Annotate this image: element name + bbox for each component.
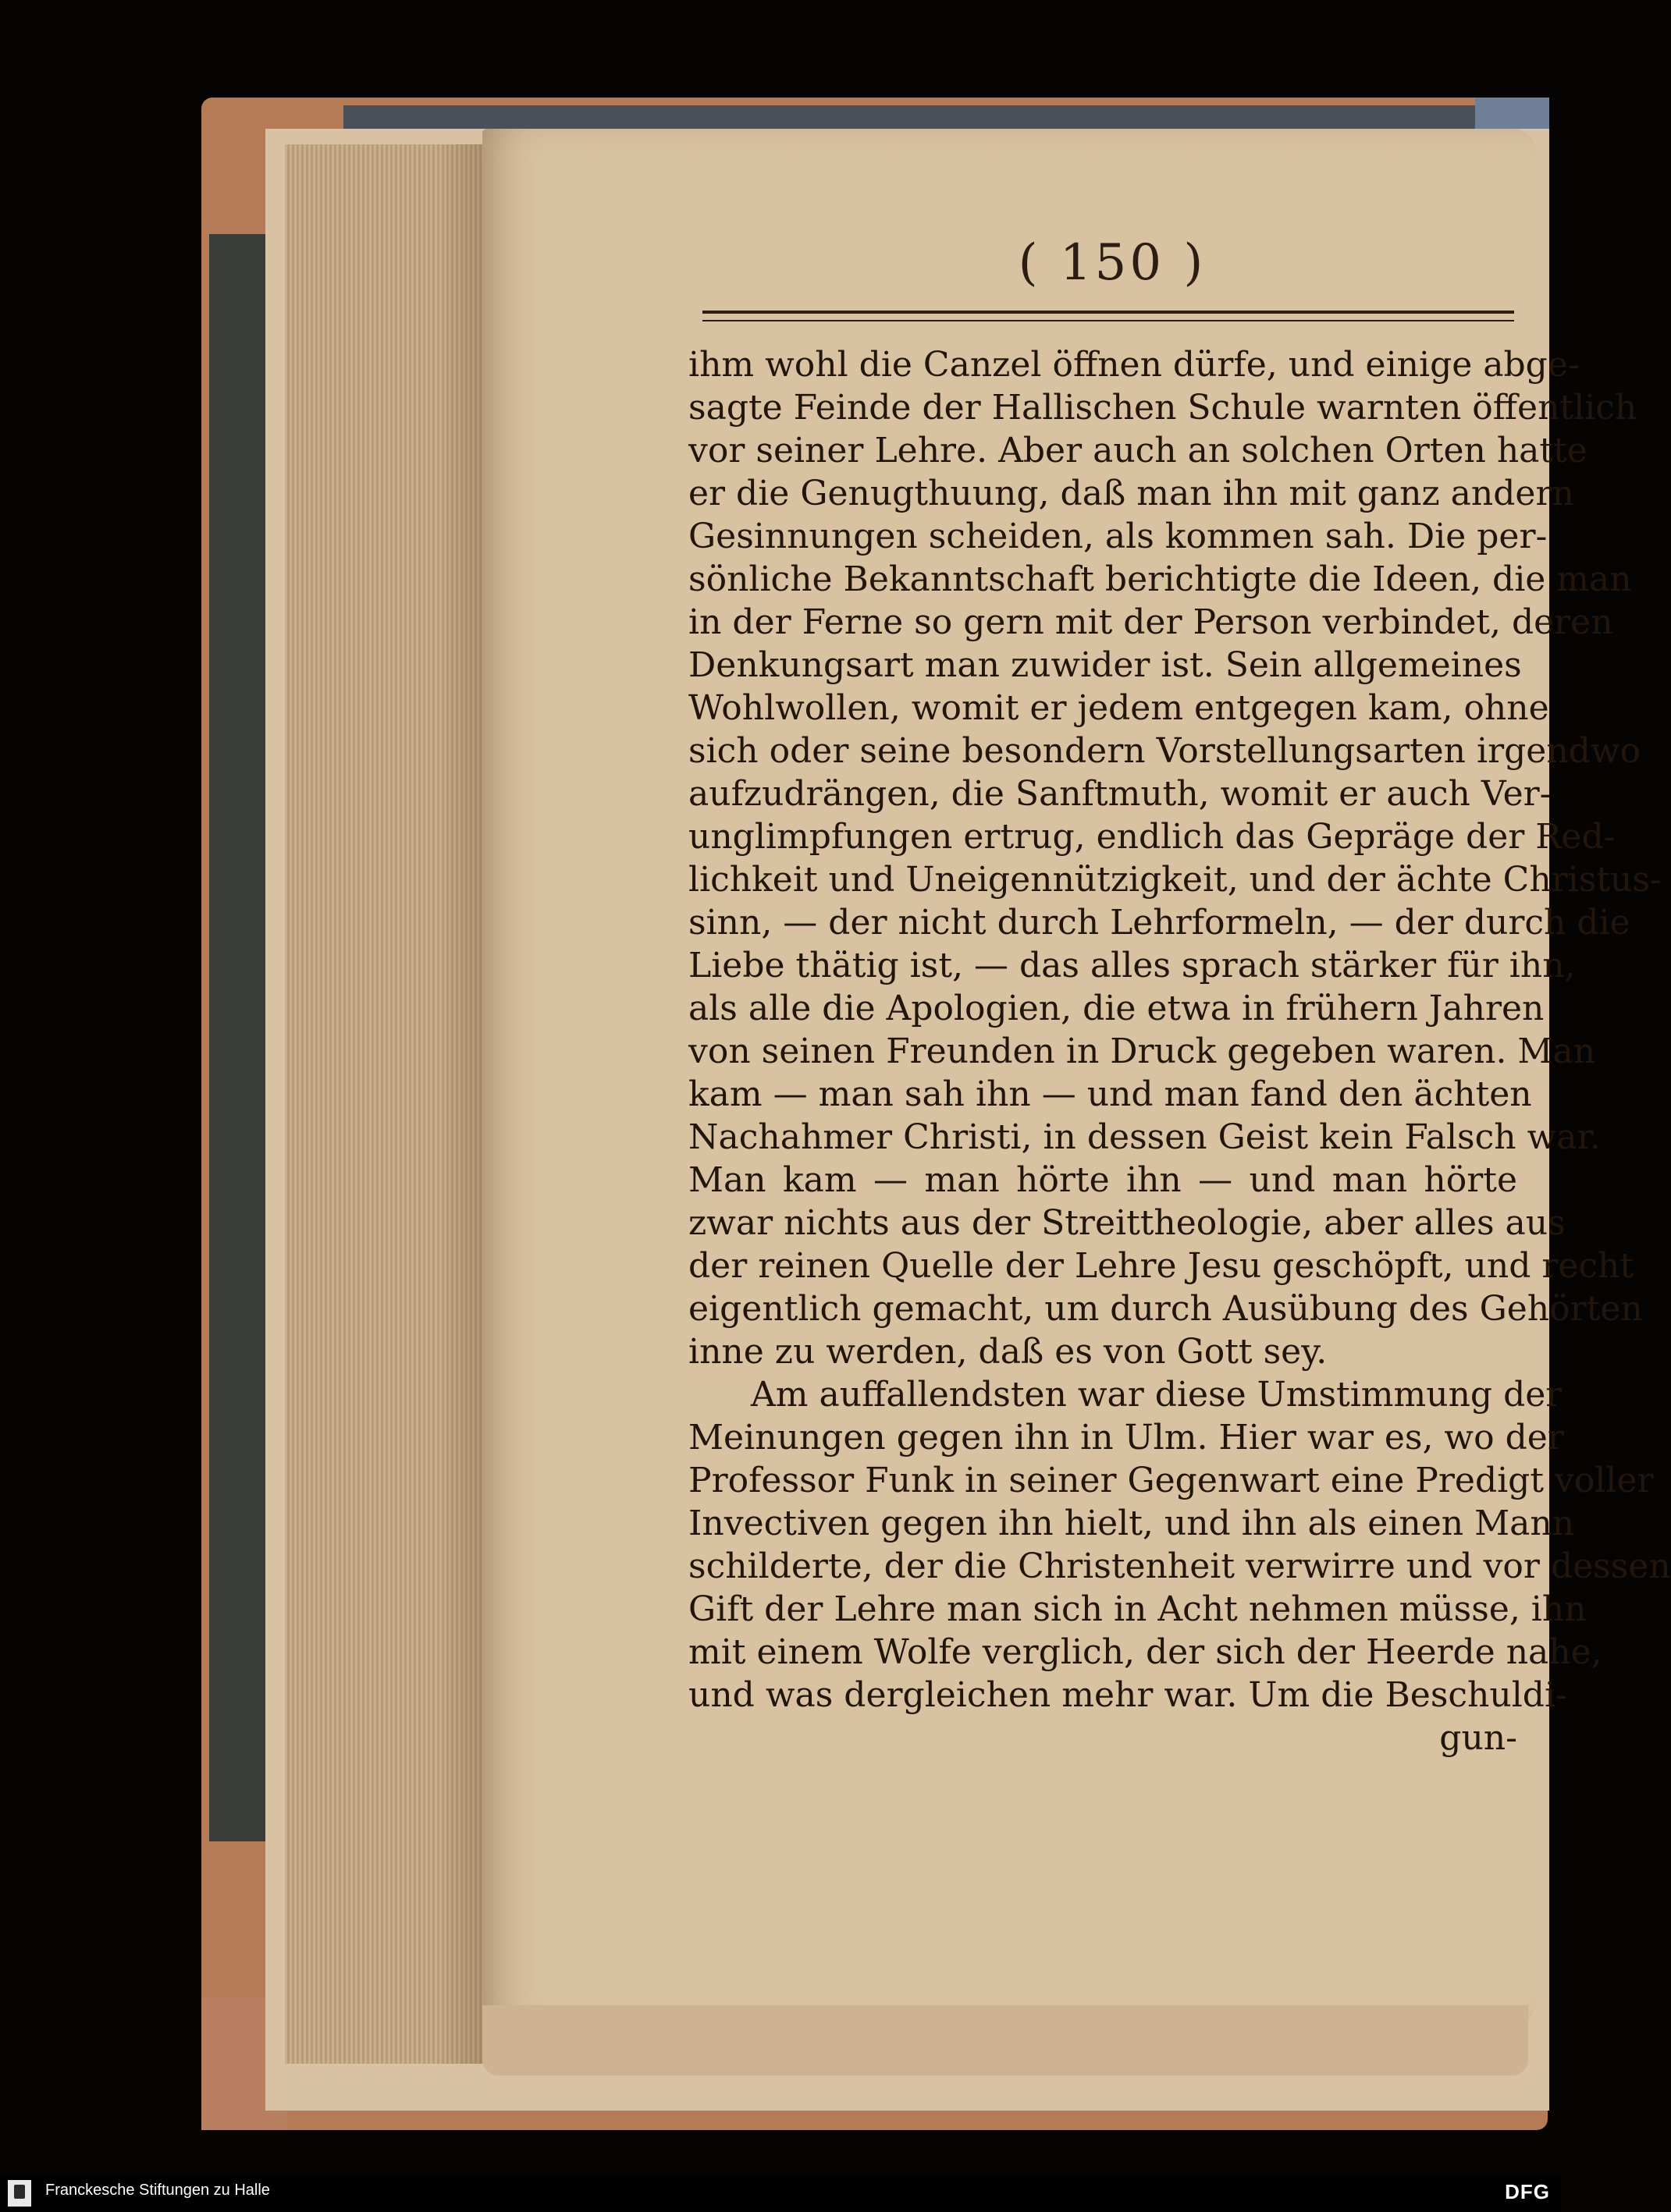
text-line: er die Genugthuung, daß man ihn mit ganz andern [688, 474, 1574, 513]
text-line: schilderte, der die Christenheit verwirre und vor dessen [688, 1546, 1671, 1586]
text-line: kam — man sah ihn — und man fand den ächten [688, 1074, 1532, 1114]
text-line: Wohlwollen, womit er jedem entgegen kam, ohne [688, 688, 1549, 728]
text-line: sich oder seine besondern Vorstellungsarten irgendwo [688, 731, 1641, 771]
text-line: Am auffallendsten war diese Umstimmung der [751, 1375, 1563, 1415]
catchword: gun- [1439, 1718, 1517, 1758]
text-line: Invectiven gegen ihn hielt, und ihn als einen Mann [688, 1504, 1575, 1543]
text-line: Denkungsart man zuwider ist. Sein allgemeines [688, 645, 1522, 685]
text-line: Nachahmer Christi, in dessen Geist kein Falsch war. [688, 1117, 1601, 1157]
text-line: Gift der Lehre man sich in Acht nehmen müsse, ihn [688, 1589, 1587, 1629]
text-line: inne zu werden, daß es von Gott sey. [688, 1332, 1328, 1372]
text-line: Professor Funk in seiner Gegenwart eine Predigt voller [688, 1461, 1654, 1500]
text-line: eigentlich gemacht, um durch Ausübung des Gehörten [688, 1289, 1643, 1329]
text-line: ihm wohl die Canzel öffnen dürfe, und einige abge- [688, 345, 1580, 385]
page-lower-edge [482, 2005, 1528, 2075]
text-line: sinn, — der nicht durch Lehrformeln, — der durch die [688, 903, 1630, 943]
text-line: mit einem Wolfe verglich, der sich der Heerde nahe, [688, 1632, 1602, 1672]
header-rule-thin [702, 320, 1514, 321]
page-number: ( 150 ) [1018, 234, 1207, 292]
text-line: Meinungen gegen ihn in Ulm. Hier war es, wo der [688, 1418, 1564, 1458]
text-line: in der Ferne so gern mit der Person verbindet, deren [688, 602, 1613, 642]
text-line: Gesinnungen scheiden, als kommen sah. Die per- [688, 517, 1548, 556]
text-line: und was dergleichen mehr war. Um die Beschuldi- [688, 1675, 1567, 1715]
text-line: sagte Feinde der Hallischen Schule warnten öffentlich [688, 388, 1637, 428]
footer-bar [0, 2175, 1561, 2212]
institution-logo-icon [8, 2180, 31, 2207]
page-body [688, 343, 1671, 1759]
text-line: vor seiner Lehre. Aber auch an solchen Orten hatte [688, 431, 1587, 470]
text-line: sönliche Bekanntschaft berichtigte die Ideen, die man [688, 559, 1632, 599]
text-line: zwar nichts aus der Streittheologie, aber alles aus [688, 1203, 1566, 1243]
text-line: von seinen Freunden in Druck gegeben waren. Man [688, 1031, 1596, 1071]
text-line: aufzudrängen, die Sanftmuth, womit er auch Ver- [688, 774, 1552, 814]
dfg-logo: DFG [1505, 2180, 1550, 2203]
institution-name: Franckesche Stiftungen zu Halle [45, 2182, 270, 2199]
text-line: Liebe thätig ist, — das alles sprach stärker für ihn, [688, 946, 1576, 985]
header-rule [702, 311, 1514, 314]
text-line: lichkeit und Uneigennützigkeit, und der ächte Christus- [688, 860, 1662, 900]
text-line: Man kam — man hörte ihn — und man hörte [688, 1160, 1517, 1200]
text-line: unglimpfungen ertrug, endlich das Gepräge der Red- [688, 817, 1616, 857]
text-line: als alle die Apologien, die etwa in frühern Jahren [688, 989, 1545, 1028]
text-line: der reinen Quelle der Lehre Jesu geschöpft, und recht [688, 1246, 1634, 1286]
